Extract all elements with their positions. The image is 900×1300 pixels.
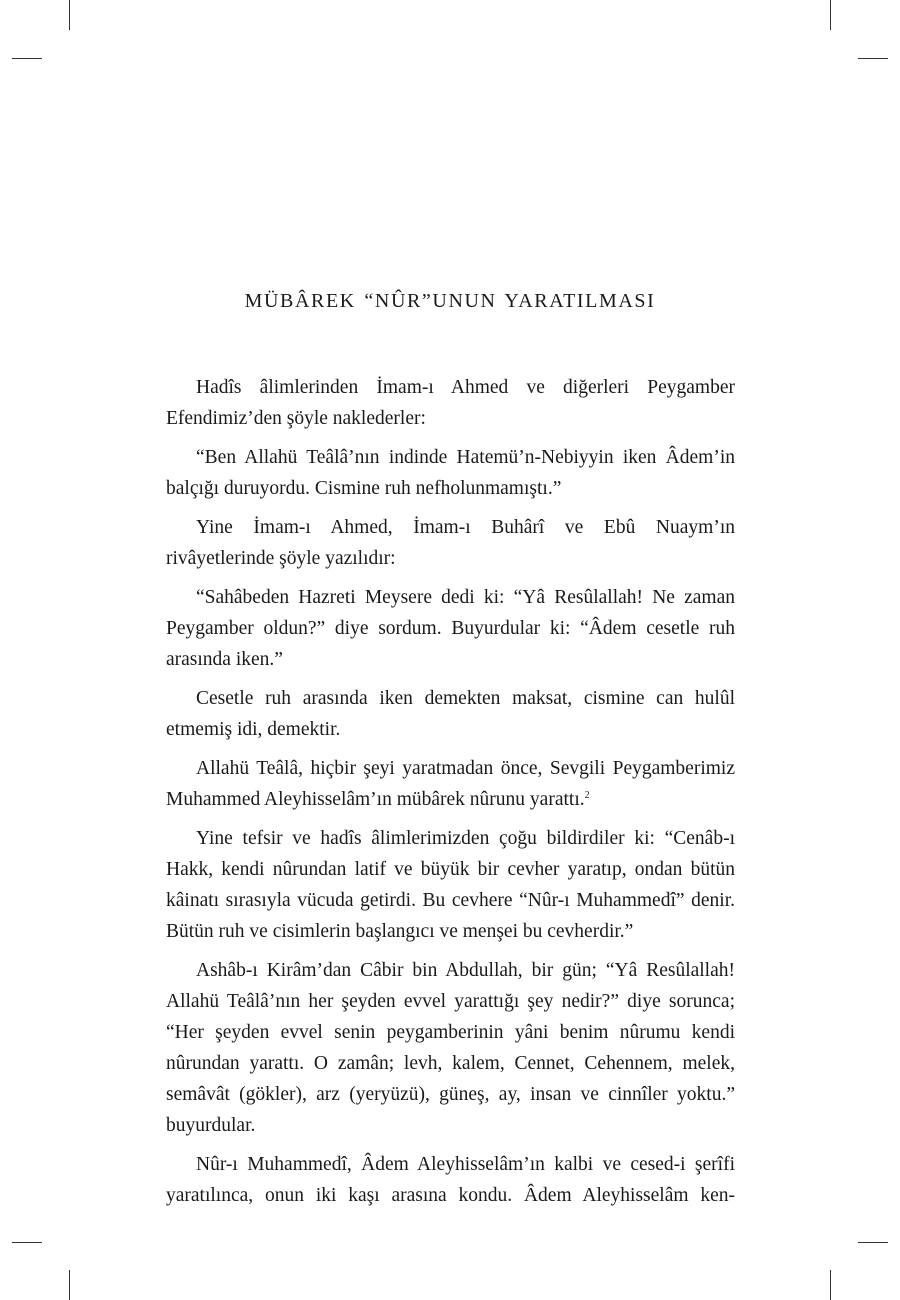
crop-mark-left-bottom — [12, 1242, 42, 1243]
chapter-title: MÜBÂREK “NÛR”UNUN YARATILMASI — [244, 290, 656, 312]
paragraph-with-footnote — [166, 753, 735, 815]
crop-mark-left-top — [12, 58, 42, 59]
paragraph: “Ben Allahü Teâlâ’nın indinde Hatemü’n-Nebiyyin iken Âdem’in balçığı duruyordu. Cismine ruh nefholunmamıştı.” — [166, 447, 735, 499]
paragraph: “Sahâbeden Hazreti Meysere dedi ki: “Yâ Resûlallah! Ne zaman Peygamber oldun?” diye sordum. Buyurdular ki: “Âdem cesetle ruh arasında iken.” — [166, 587, 735, 670]
crop-mark-right-top — [858, 58, 888, 59]
paragraph: Nûr-ı Muhammedî, Âdem Aleyhisselâm’ın kalbi ve cesed-i şerîfi yaratılınca, onun iki kaşı arasına kondu. Âdem Aleyhisselâm ken- — [166, 1154, 735, 1206]
paragraph: Yine İmam-ı Ahmed, İmam-ı Buhârî ve Ebû Nuaym’ın rivâyetlerinde şöyle yazılıdır: — [166, 517, 735, 569]
paragraph: Ashâb-ı Kirâm’dan Câbir bin Abdullah, bir gün; “Yâ Resûlallah! Allahü Teâlâ’nın her şeyden evvel yarattığı şey nedir?” diye sorunca; “Her şeyden evvel senin peygamberinin yâni benim nûrumu kendi nûrundan yarattı. O zamân; levh, kalem, Cennet, Cehennem, melek, semâvât (gökler), arz (yeryüzü), güneş, ay, insan ve cinnîler yoktu.” buyurdular. — [166, 960, 735, 1136]
crop-mark-right-bottom — [858, 1242, 888, 1243]
crop-mark-top-right — [830, 0, 831, 30]
body-text — [166, 372, 735, 1219]
crop-mark-bottom-right — [830, 1270, 831, 1300]
crop-mark-top-left — [69, 0, 70, 30]
paragraph: Yine tefsir ve hadîs âlimlerimizden çoğu bildirdiler ki: “Cenâb-ı Hakk, kendi nûrundan latif ve büyük bir cevher yaratıp, ondan bütün kâinatı sırasıyla vücuda getirdi. Bu cevhere “Nûr-ı Muhammedî” denir. Bütün ruh ve cisimlerin başlangıcı ve menşei bu cevherdir.” — [166, 828, 735, 942]
paragraph: Hadîs âlimlerinden İmam-ı Ahmed ve diğerleri Peygamber Efendimiz’den şöyle naklederler: — [166, 377, 735, 429]
paragraph: Cesetle ruh arasında iken demekten maksat, cismine can hulûl etmemiş idi, demektir. — [166, 688, 735, 740]
crop-mark-bottom-left — [69, 1270, 70, 1300]
paragraph-text: Allahü Teâlâ, hiçbir şeyi yaratmadan önce, Sevgili Peygamberimiz Muhammed Aleyhisselâm’ın mübârek nûrunu yarattı. — [166, 758, 735, 810]
footnote-reference: 2 — [584, 790, 590, 801]
